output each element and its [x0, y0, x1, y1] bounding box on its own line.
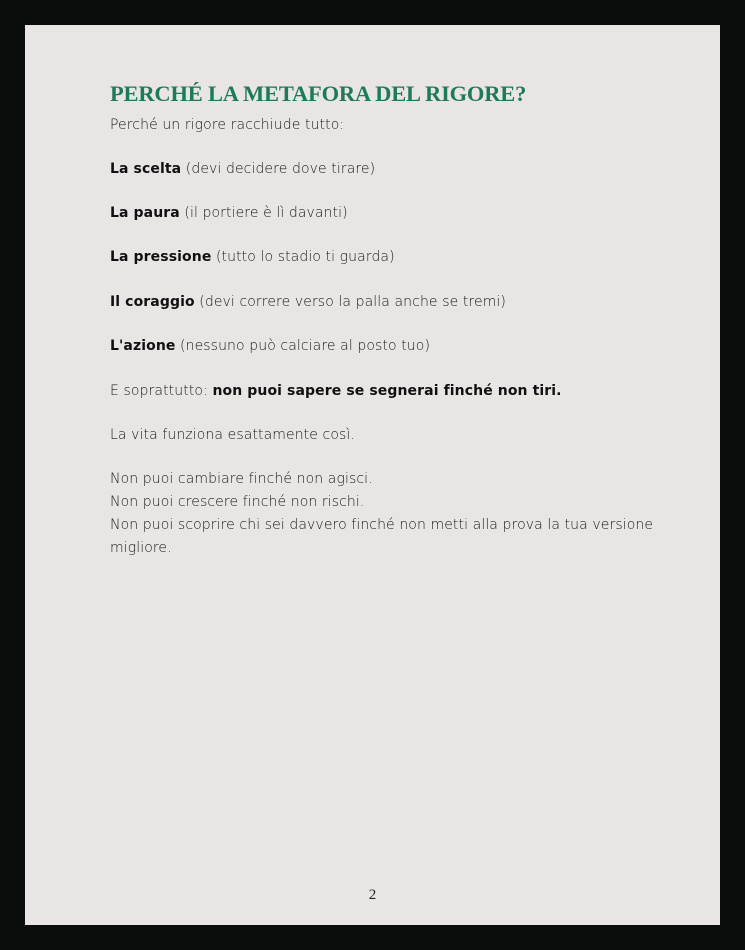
- list-item: [110, 249, 395, 265]
- item-description: (nessuno può calciare al posto tuo): [175, 338, 431, 354]
- emphasis-prefix: E soprattutto:: [110, 383, 213, 399]
- list-item: [110, 205, 348, 221]
- item-term: L'azione: [110, 338, 176, 354]
- intro-text: Perché un rigore racchiude tutto:: [110, 117, 345, 133]
- item-description: (tutto lo stadio ti guarda): [211, 249, 395, 265]
- item-term: La pressione: [110, 249, 212, 265]
- item-description: (devi decidere dove tirare): [181, 161, 376, 177]
- closing-line: Non puoi scoprire chi sei davvero finché non metti alla prova la tua versione: [110, 517, 654, 533]
- item-term: La paura: [110, 205, 180, 221]
- closing-line: Non puoi crescere finché non rischi.: [110, 494, 365, 510]
- document-page: [25, 25, 720, 925]
- item-term: La scelta: [110, 161, 182, 177]
- list-item: [110, 161, 375, 177]
- page-number: 2: [368, 887, 377, 903]
- list-item: [110, 338, 430, 354]
- item-term: Il coraggio: [110, 294, 195, 310]
- list-item: [110, 294, 506, 310]
- item-description: (devi correre verso la palla anche se tremi): [194, 294, 506, 310]
- closing-line: Non puoi cambiare finché non agisci.: [110, 471, 373, 487]
- emphasis-bold: non puoi sapere se segnerai finché non tiri.: [212, 383, 562, 399]
- item-description: (il portiere è lì davanti): [179, 205, 348, 221]
- closing-line: migliore.: [110, 540, 172, 556]
- life-line: La vita funziona esattamente così.: [110, 427, 355, 443]
- emphasis-line: [110, 383, 562, 399]
- page-title: PERCHÉ LA METAFORA DEL RIGORE?: [110, 81, 527, 106]
